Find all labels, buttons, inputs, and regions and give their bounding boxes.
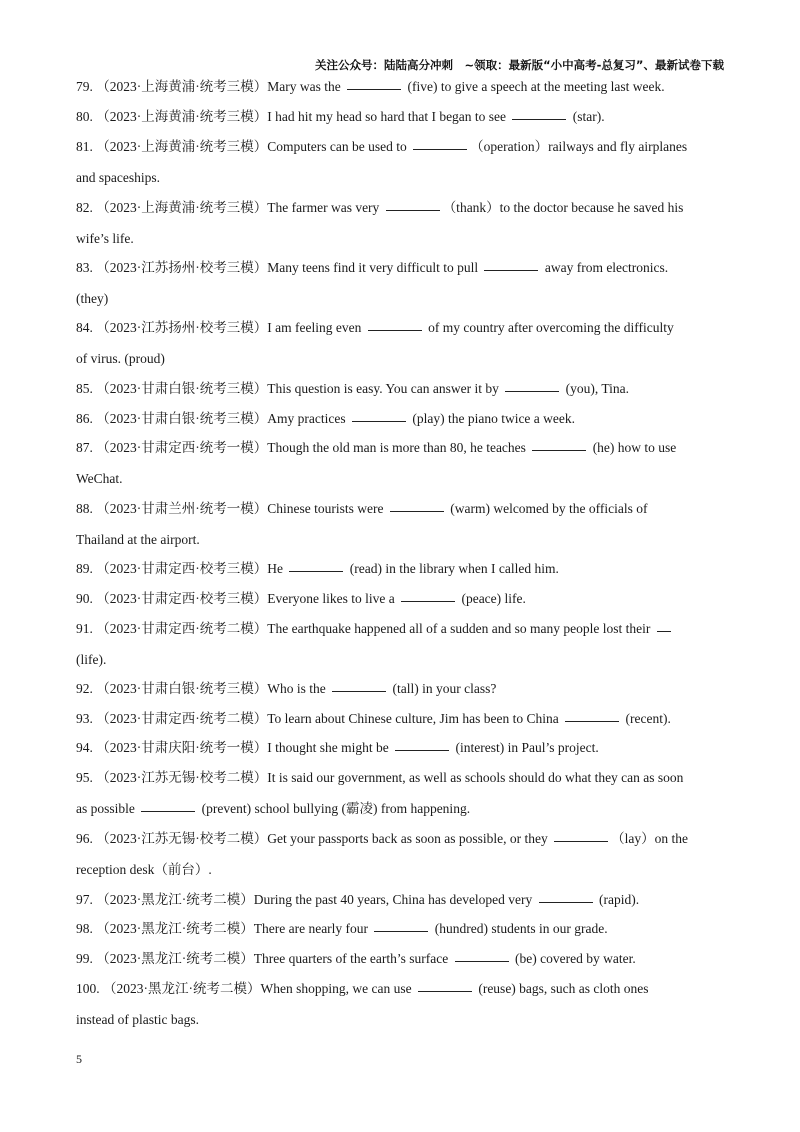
question-text: of virus. (proud) [76,351,165,366]
answer-blank [395,749,449,751]
question-text: 100. （2023·黑龙江·统考二模）When shopping, we can use [76,981,415,996]
question-text: 95. （2023·江苏无锡·校考二模）It is said our government, as well as schools should do what they can as soon [76,770,684,785]
question-text: (he) how to use [589,440,677,455]
question-text: (read) in the library when I called him. [346,561,559,576]
question-text: 87. （2023·甘肃定西·统考一模）Though the old man is more than 80, he teaches [76,440,530,455]
question-line [76,949,724,969]
question-text: 99. （2023·黑龙江·统考二模）Three quarters of the earth’s surface [76,951,452,966]
question-text: 98. （2023·黑龙江·统考二模）There are nearly four [76,921,372,936]
question-text: （operation）railways and fly airplanes [470,139,688,154]
question-text: away from electronics. [541,260,669,275]
question-line-continuation [76,229,724,249]
question-line [76,438,724,458]
question-line-continuation [76,168,724,188]
question-line [76,919,724,939]
question-text: Thailand at the airport. [76,532,200,547]
question-text: (you), Tina. [562,381,629,396]
question-line [76,619,724,639]
question-line [76,107,724,127]
question-line-continuation [76,469,724,489]
answer-blank [657,630,671,632]
answer-blank [532,449,586,451]
question-text: as possible [76,801,139,816]
question-text: (star). [569,109,605,124]
question-line-continuation [76,860,724,880]
question-line [76,890,724,910]
question-text: of my country after overcoming the difficulty [424,320,674,335]
question-text: (be) covered by water. [511,951,636,966]
question-text: 86. （2023·甘肃白银·统考三模）Amy practices [76,411,349,426]
answer-blank [368,329,422,331]
answer-blank [374,930,428,932]
question-line [76,738,724,758]
question-text: (prevent) school bullying (霸凌) from happening. [198,801,471,816]
question-text: 89. （2023·甘肃定西·校考三模）He [76,561,287,576]
question-text: and spaceships. [76,170,160,185]
page-number: 5 [76,1052,82,1066]
question-text: 93. （2023·甘肃定西·统考二模）To learn about Chinese culture, Jim has been to China [76,711,563,726]
question-line-continuation [76,799,724,819]
question-text: 92. （2023·甘肃白银·统考三模）Who is the [76,681,330,696]
question-text: wife’s life. [76,231,134,246]
question-text: 82. （2023·上海黄浦·统考三模）The farmer was very [76,200,383,215]
question-line [76,77,724,97]
answer-blank [512,118,566,120]
answer-blank [418,990,472,992]
question-line [76,979,724,999]
answer-blank [352,420,406,422]
question-text: (they) [76,291,109,306]
question-text: (warm) welcomed by the officials of [446,501,648,516]
question-text: 97. （2023·黑龙江·统考二模）During the past 40 years, China has developed very [76,892,536,907]
question-text: (rapid). [595,892,640,907]
answer-blank [505,390,559,392]
question-line [76,258,724,278]
question-text: (life). [76,652,107,667]
question-text: 79. （2023·上海黄浦·统考三模）Mary was the [76,79,345,94]
question-text: 85. （2023·甘肃白银·统考三模）This question is easy. You can answer it by [76,381,503,396]
question-text: 80. （2023·上海黄浦·统考三模）I had hit my head so hard that I began to see [76,109,510,124]
answer-blank [347,88,401,90]
answer-blank [455,960,509,962]
question-text: (tall) in your class? [389,681,497,696]
answer-blank [554,840,608,842]
question-text: （lay）on the [611,831,688,846]
question-text: (five) to give a speech at the meeting last week. [404,79,665,94]
question-text: (interest) in Paul’s project. [452,740,599,755]
answer-blank [413,148,467,150]
answer-blank [484,269,538,271]
question-line [76,589,724,609]
question-text: 96. （2023·江苏无锡·校考二模）Get your passports back as soon as possible, or they [76,831,552,846]
question-line [76,679,724,699]
question-line-continuation [76,1010,724,1030]
answer-blank [390,510,444,512]
question-text: instead of plastic bags. [76,1012,199,1027]
question-text: WeChat. [76,471,123,486]
question-line [76,829,724,849]
question-line [76,409,724,429]
answer-blank [565,720,619,722]
answer-blank [386,209,440,211]
question-text: (recent). [622,711,671,726]
question-text: 84. （2023·江苏扬州·校考三模）I am feeling even [76,320,365,335]
question-text: 83. （2023·江苏扬州·校考三模）Many teens find it very difficult to pull [76,260,482,275]
question-text: （thank）to the doctor because he saved his [442,200,684,215]
question-text: (reuse) bags, such as cloth ones [474,981,649,996]
answer-blank [332,690,386,692]
question-line [76,768,724,788]
question-text: 81. （2023·上海黄浦·统考三模）Computers can be used to [76,139,411,154]
question-line-continuation [76,530,724,550]
question-text: (peace) life. [458,591,526,606]
question-text: reception desk（前台）. [76,862,212,877]
question-text: 91. （2023·甘肃定西·统考二模）The earthquake happened all of a sudden and so many people lost their [76,621,654,636]
question-line [76,318,724,338]
question-text: 94. （2023·甘肃庆阳·统考一模）I thought she might be [76,740,393,755]
question-line [76,709,724,729]
question-line-continuation [76,349,724,369]
question-line-continuation [76,289,724,309]
question-line [76,198,724,218]
question-line [76,379,724,399]
question-text: (hundred) students in our grade. [431,921,608,936]
question-text: 90. （2023·甘肃定西·校考三模）Everyone likes to live a [76,591,399,606]
page-header: 关注公众号：陆陆高分冲刺 ~领取：最新版“小中高考-总复习”、最新试卷下载 [314,58,724,72]
answer-blank [141,810,195,812]
question-line-continuation [76,650,724,670]
answer-blank [401,600,455,602]
question-line [76,137,724,157]
answer-blank [539,901,593,903]
question-line [76,559,724,579]
question-text: (play) the piano twice a week. [408,411,576,426]
answer-blank [289,570,343,572]
question-line [76,499,724,519]
question-text: 88. （2023·甘肃兰州·统考一模）Chinese tourists were [76,501,387,516]
